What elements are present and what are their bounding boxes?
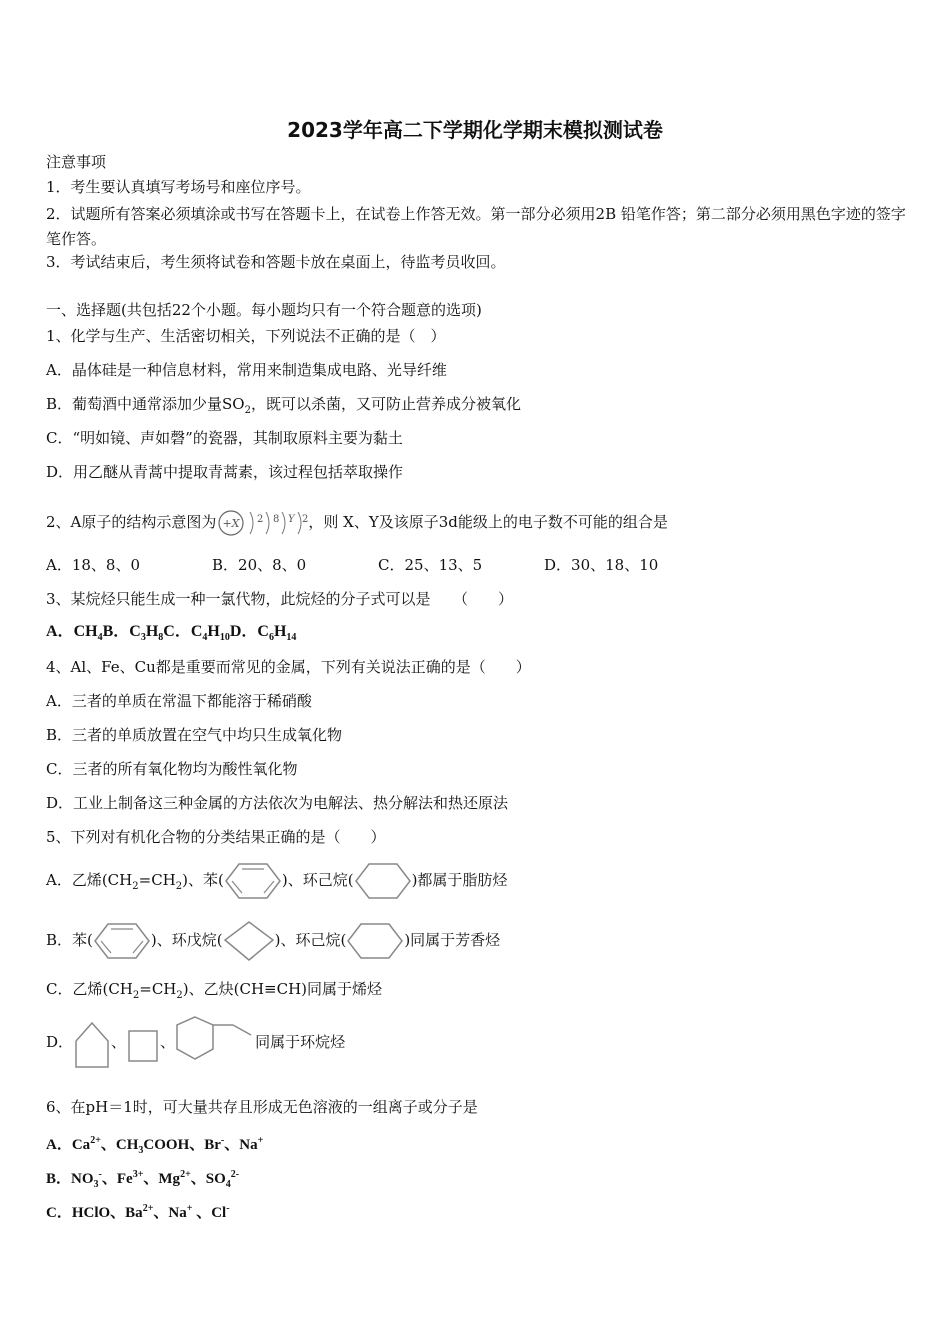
q5-d-separator-1: 、 (111, 1033, 127, 1051)
q5-a-sub-2: 2 (175, 881, 183, 892)
q6-c-u3: - (226, 1203, 230, 1214)
atom-shell-2: 8 (273, 514, 280, 525)
q6-b-u1: - (98, 1169, 102, 1180)
q6-c-t1: HClO、Ba (71, 1205, 143, 1221)
q3-c-f2: H (207, 623, 220, 640)
q5-b-text-3: )、环己烷( (274, 931, 347, 949)
page-title: 2023学年高二下学期化学期末模拟测试卷 (287, 118, 663, 142)
q5-a-text-2: =CH (138, 871, 176, 889)
q6-b-label: B． (46, 1171, 72, 1187)
notice-item-1: 1．考生要认真填写考场号和座位序号。 (46, 178, 311, 196)
q1-b-pre: B．葡萄酒中通常添加少量SO (46, 395, 245, 413)
q5-option-a (46, 858, 507, 909)
q2-option-d: D．30、18、10 (544, 556, 659, 574)
cyclohexane-ring-icon (354, 861, 412, 901)
q6-c-u1: 2+ (142, 1203, 154, 1214)
q5-d-separator-2: 、 (160, 1033, 176, 1051)
q5-c-sub-1: 2 (132, 990, 140, 1001)
methylcyclohexane-structure-icon (175, 1013, 255, 1073)
q5-option-b (46, 918, 500, 962)
q6-b-u2: 3+ (132, 1169, 144, 1180)
q3-c-s2: 10 (219, 632, 230, 644)
q6-a-u1: 2+ (90, 1135, 101, 1146)
q5-c-text-3: )、乙炔(CH≡CH)同属于烯烃 (182, 980, 383, 998)
q5-c-text-2: =CH (139, 980, 177, 998)
q4-option-b: B．三者的单质放置在空气中均只生成氧化物 (46, 726, 343, 744)
q3-a-formula: CH (73, 623, 98, 640)
q6-option-c (46, 1199, 230, 1223)
q2-stem (46, 508, 668, 538)
q1-b-post: ，既可以杀菌，又可防止营养成分被氧化 (250, 395, 521, 413)
q2-option-a: A．18、8、0 (46, 556, 141, 574)
q3-d-label: D． (229, 623, 258, 640)
q6-b-t4: 、SO (190, 1171, 226, 1187)
q5-c-text-1: C．乙烯(CH (46, 980, 133, 998)
notice-heading: 注意事项 (46, 153, 107, 171)
q3-b-s1: 3 (140, 632, 146, 644)
q6-c-label: C． (46, 1205, 72, 1221)
methylcyclobutane-structure-icon (73, 1015, 111, 1071)
notice-item-2: 2．试题所有答案必须填涂或书写在答题卡上，在试卷上作答无效。第一部分必须用2B 铅笔作答；第二部分必须用黑色字迹的签字笔作答。 (46, 205, 906, 248)
q3-c-f1: C (190, 623, 203, 640)
cyclobutane-ring-icon (126, 1021, 160, 1065)
q6-b-t1: NO (71, 1171, 94, 1187)
q3-c-s1: 4 (202, 632, 208, 644)
q6-a-t3: COOH、Br (143, 1137, 221, 1153)
q5-b-text-4: )同属于芳香烃 (404, 931, 501, 949)
q6-a-u3: - (220, 1135, 225, 1146)
q6-option-a (46, 1131, 263, 1161)
q2-options (46, 555, 658, 575)
q3-d-f1: C (257, 623, 269, 640)
q6-a-label: A． (46, 1137, 72, 1153)
atom-shell-4: 2 (302, 514, 309, 525)
q3-b-label: B． (102, 623, 130, 640)
q6-b-u3: 2+ (180, 1169, 191, 1180)
q6-b-t2: 、Fe (101, 1171, 133, 1187)
q6-b-u4: 2- (230, 1169, 240, 1180)
q5-option-c (46, 979, 382, 1006)
benzene-ring-icon (93, 921, 151, 961)
q3-b-s2: 8 (158, 632, 164, 644)
section-heading: 一、选择题(共包括22个小题。每小题均只有一个符合题意的选项) (46, 301, 482, 319)
q6-a-t4: 、Na (224, 1137, 258, 1153)
q3-b-f2: H (145, 623, 159, 640)
q4-stem: 4、Al、Fe、Cu都是重要而常见的金属，下列有关说法正确的是（ ） (46, 658, 531, 676)
benzene-ring-icon (224, 861, 282, 901)
q3-a-label: A． (46, 623, 74, 640)
q3-d-s2: 14 (286, 632, 297, 644)
cyclohexane-ring-icon (346, 921, 404, 961)
q6-a-t1: Ca (71, 1137, 91, 1153)
q3-c-label: C． (163, 623, 191, 640)
q2-stem-post: ，则 X、Y及该原子3d能级上的电子数不可能的组合是 (308, 513, 668, 531)
q6-stem: 6、在pH＝1时，可大量共存且形成无色溶液的一组离子或分子是 (46, 1098, 478, 1116)
notice-item-3: 3．考试结束后，考生须将试卷和答题卡放在桌面上，待监考员收回。 (46, 253, 506, 271)
atom-shell-1: 2 (257, 514, 264, 525)
q1-b-sub: 2 (244, 405, 251, 416)
q6-a-u4: + (257, 1135, 264, 1146)
q5-c-sub-2: 2 (176, 990, 183, 1001)
q3-stem: 3、某烷烃只能生成一种一氯代物，此烷烃的分子式可以是 （ ） (46, 590, 514, 608)
q6-a-s2: 3 (138, 1145, 144, 1156)
q5-stem: 5、下列对有机化合物的分类结果正确的是（ ） (46, 828, 386, 846)
q5-b-text-2: )、环戊烷( (150, 931, 223, 949)
q4-option-a: A．三者的单质在常温下都能溶于稀硝酸 (46, 692, 312, 710)
q4-option-c: C．三者的所有氧化物均为酸性氧化物 (46, 760, 298, 778)
q1-option-d: D．用乙醚从青蒿中提取青蒿素，该过程包括萃取操作 (46, 463, 404, 481)
q1-option-a: A．晶体硅是一种信息材料，常用来制造集成电路、光导纤维 (46, 361, 447, 379)
q2-option-b: B．20、8、0 (212, 556, 307, 574)
q4-option-d: D．工业上制备这三种金属的方法依次为电解法、热分解法和热还原法 (46, 794, 509, 812)
q6-c-t3: 、Cl (192, 1205, 227, 1221)
q5-a-text-1: A．乙烯(CH (46, 871, 133, 889)
cyclopentane-ring-icon (223, 920, 275, 962)
q5-a-text-5: )都属于脂肪烃 (411, 871, 508, 889)
q3-option-c (163, 623, 230, 644)
q6-b-t3: 、Mg (143, 1171, 181, 1187)
q5-a-text-4: )、环己烷( (281, 871, 354, 889)
q6-c-u2: + (186, 1203, 193, 1214)
q1-option-b (46, 394, 521, 421)
q3-option-d (229, 623, 297, 644)
atom-core-label: +X (222, 517, 240, 530)
q5-a-sub-1: 2 (132, 881, 139, 892)
q5-d-label: D． (46, 1033, 74, 1051)
q3-option-b (102, 623, 164, 644)
q3-d-f2: H (273, 623, 287, 640)
q5-option-d (46, 1012, 345, 1073)
q3-option-a (46, 623, 103, 644)
q2-option-c: C．25、13、5 (378, 556, 483, 574)
q3-a-sub: 4 (97, 632, 103, 644)
q6-c-t2: 、Na (153, 1205, 187, 1221)
q6-option-b (46, 1165, 239, 1195)
q3-b-f1: C (129, 623, 141, 640)
q5-d-text: 同属于环烷烃 (255, 1033, 346, 1051)
q3-options (46, 622, 296, 648)
q6-a-t2: 、CH (100, 1137, 139, 1153)
atom-structure-diagram (216, 508, 308, 538)
q6-b-s4: 4 (225, 1179, 231, 1190)
q1-option-c: C．“明如镜、声如磬”的瓷器，其制取原料主要为黏土 (46, 429, 403, 447)
q3-d-s1: 6 (268, 632, 274, 644)
q2-stem-pre: 2、A原子的结构示意图为 (46, 513, 217, 531)
q1-stem: 1、化学与生产、生活密切相关，下列说法不正确的是（ ） (46, 327, 446, 345)
q5-b-text-1: B．苯( (46, 931, 93, 949)
atom-shell-3: Y (288, 514, 295, 525)
q6-b-s1: 3 (93, 1179, 99, 1190)
q5-a-text-3: )、苯( (182, 871, 224, 889)
